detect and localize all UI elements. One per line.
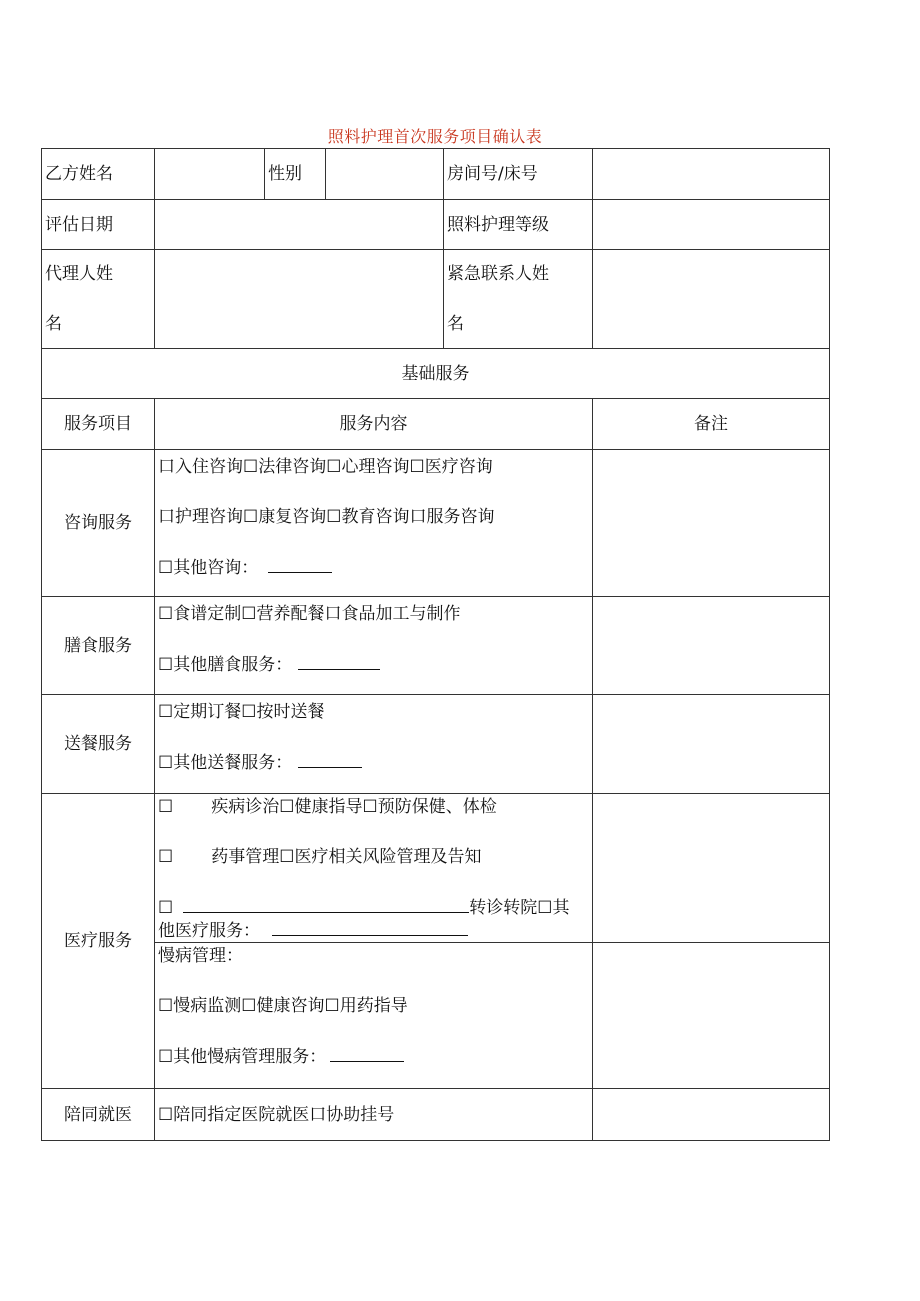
header-row-1 [42, 149, 830, 200]
delivery-options-line1[interactable]: ☐定期订餐☐按时送餐 [158, 702, 325, 722]
emergency-contact-label-line1: 紧急联系人姓 [447, 264, 549, 284]
delivery-row [42, 695, 830, 794]
meal-other-line [158, 653, 592, 676]
gender-field[interactable] [326, 149, 444, 200]
section-row [42, 349, 830, 399]
delivery-other-blank[interactable] [298, 751, 362, 768]
meal-row [42, 597, 830, 695]
medical-options-line3 [158, 896, 592, 919]
chronic-content [155, 943, 593, 1089]
escort-content [155, 1089, 593, 1141]
consult-other-blank[interactable] [268, 556, 332, 573]
chronic-other-label[interactable]: ☐其他慢病管理服务： [158, 1047, 327, 1067]
meal-content [155, 597, 593, 695]
assess-date-label: 评估日期 [42, 200, 155, 250]
delivery-other-line [158, 751, 592, 774]
agent-name-label-line1: 代理人姓 [45, 264, 113, 284]
column-header-content: 服务内容 [155, 399, 593, 450]
emergency-contact-label-line2: 名 [447, 314, 464, 334]
escort-note[interactable] [593, 1089, 830, 1141]
medical-options-line1 [158, 796, 592, 818]
medical-referral-blank[interactable] [183, 896, 469, 913]
meal-options-line1[interactable]: ☐食谱定制☐营养配餐口食品加工与制作 [158, 604, 461, 624]
medical-options-line2-text[interactable]: 药事管理☐医疗相关风险管理及告知 [211, 847, 482, 867]
assess-date-field[interactable] [155, 200, 444, 250]
service-confirmation-table [41, 148, 830, 1141]
consult-options-line1[interactable]: 口入住咨询☐法律咨询☐心理咨询☐医疗咨询 [158, 457, 493, 477]
medical-box-3[interactable]: ☐ [158, 898, 174, 918]
medical-options-line2 [158, 846, 592, 868]
medical-options-line3-text[interactable]: 转诊转院☐其 [469, 898, 570, 918]
delivery-other-label[interactable]: ☐其他送餐服务： [158, 753, 293, 773]
medical-options-line1-text[interactable]: 疾病诊治☐健康指导☐预防保健、体检 [211, 797, 497, 817]
room-bed-label: 房间号/床号 [444, 149, 593, 200]
header-row-2 [42, 200, 830, 250]
emergency-contact-field[interactable] [593, 250, 830, 349]
medical-other-blank[interactable] [272, 919, 468, 936]
room-bed-field[interactable] [593, 149, 830, 200]
gender-label: 性别 [265, 149, 326, 200]
agent-name-label [42, 250, 155, 349]
consult-content [155, 450, 593, 597]
agent-name-label-line2: 名 [45, 314, 62, 334]
meal-other-blank[interactable] [298, 653, 380, 670]
consult-note[interactable] [593, 450, 830, 597]
medical-box-1[interactable]: ☐ [158, 797, 174, 817]
column-header-row [42, 399, 830, 450]
party-b-name-field[interactable] [155, 149, 265, 200]
chronic-options-line1[interactable]: ☐慢病监测☐健康咨询☐用药指导 [158, 996, 408, 1016]
consult-options-line2[interactable]: 口护理咨询☐康复咨询☐教育咨询口服务咨询 [158, 507, 495, 527]
care-level-label: 照料护理等级 [444, 200, 593, 250]
medical-label: 医疗服务 [42, 794, 155, 1089]
escort-label: 陪同就医 [42, 1089, 155, 1141]
delivery-label: 送餐服务 [42, 695, 155, 794]
escort-row [42, 1089, 830, 1141]
medical-note-1[interactable] [593, 794, 830, 943]
medical-content [155, 794, 593, 943]
delivery-content [155, 695, 593, 794]
section-title: 基础服务 [42, 349, 830, 399]
medical-box-2[interactable]: ☐ [158, 847, 174, 867]
header-row-3 [42, 250, 830, 349]
column-header-note: 备注 [593, 399, 830, 450]
medical-other-line [158, 919, 592, 942]
consult-other-label[interactable]: ☐其他咨询： [158, 558, 259, 578]
chronic-other-blank[interactable] [330, 1045, 404, 1062]
medical-other-label[interactable]: 他医疗服务： [158, 921, 260, 941]
consult-label: 咨询服务 [42, 450, 155, 597]
emergency-contact-label [444, 250, 593, 349]
escort-options-line1[interactable]: ☐陪同指定医院就医口协助挂号 [158, 1104, 395, 1125]
medical-row-1 [42, 794, 830, 943]
agent-name-field[interactable] [155, 250, 444, 349]
party-b-name-label: 乙方姓名 [42, 149, 155, 200]
medical-note-2[interactable] [593, 943, 830, 1089]
consult-other-line [158, 556, 592, 579]
meal-label: 膳食服务 [42, 597, 155, 695]
chronic-title: 慢病管理： [158, 946, 243, 966]
page-title: 照料护理首次服务项目确认表 [327, 127, 543, 146]
care-level-field[interactable] [593, 200, 830, 250]
column-header-item: 服务项目 [42, 399, 155, 450]
meal-note[interactable] [593, 597, 830, 695]
delivery-note[interactable] [593, 695, 830, 794]
consult-row [42, 450, 830, 597]
medical-row-2 [42, 943, 830, 1089]
chronic-other-line [158, 1045, 592, 1068]
meal-other-label[interactable]: ☐其他膳食服务： [158, 655, 293, 675]
